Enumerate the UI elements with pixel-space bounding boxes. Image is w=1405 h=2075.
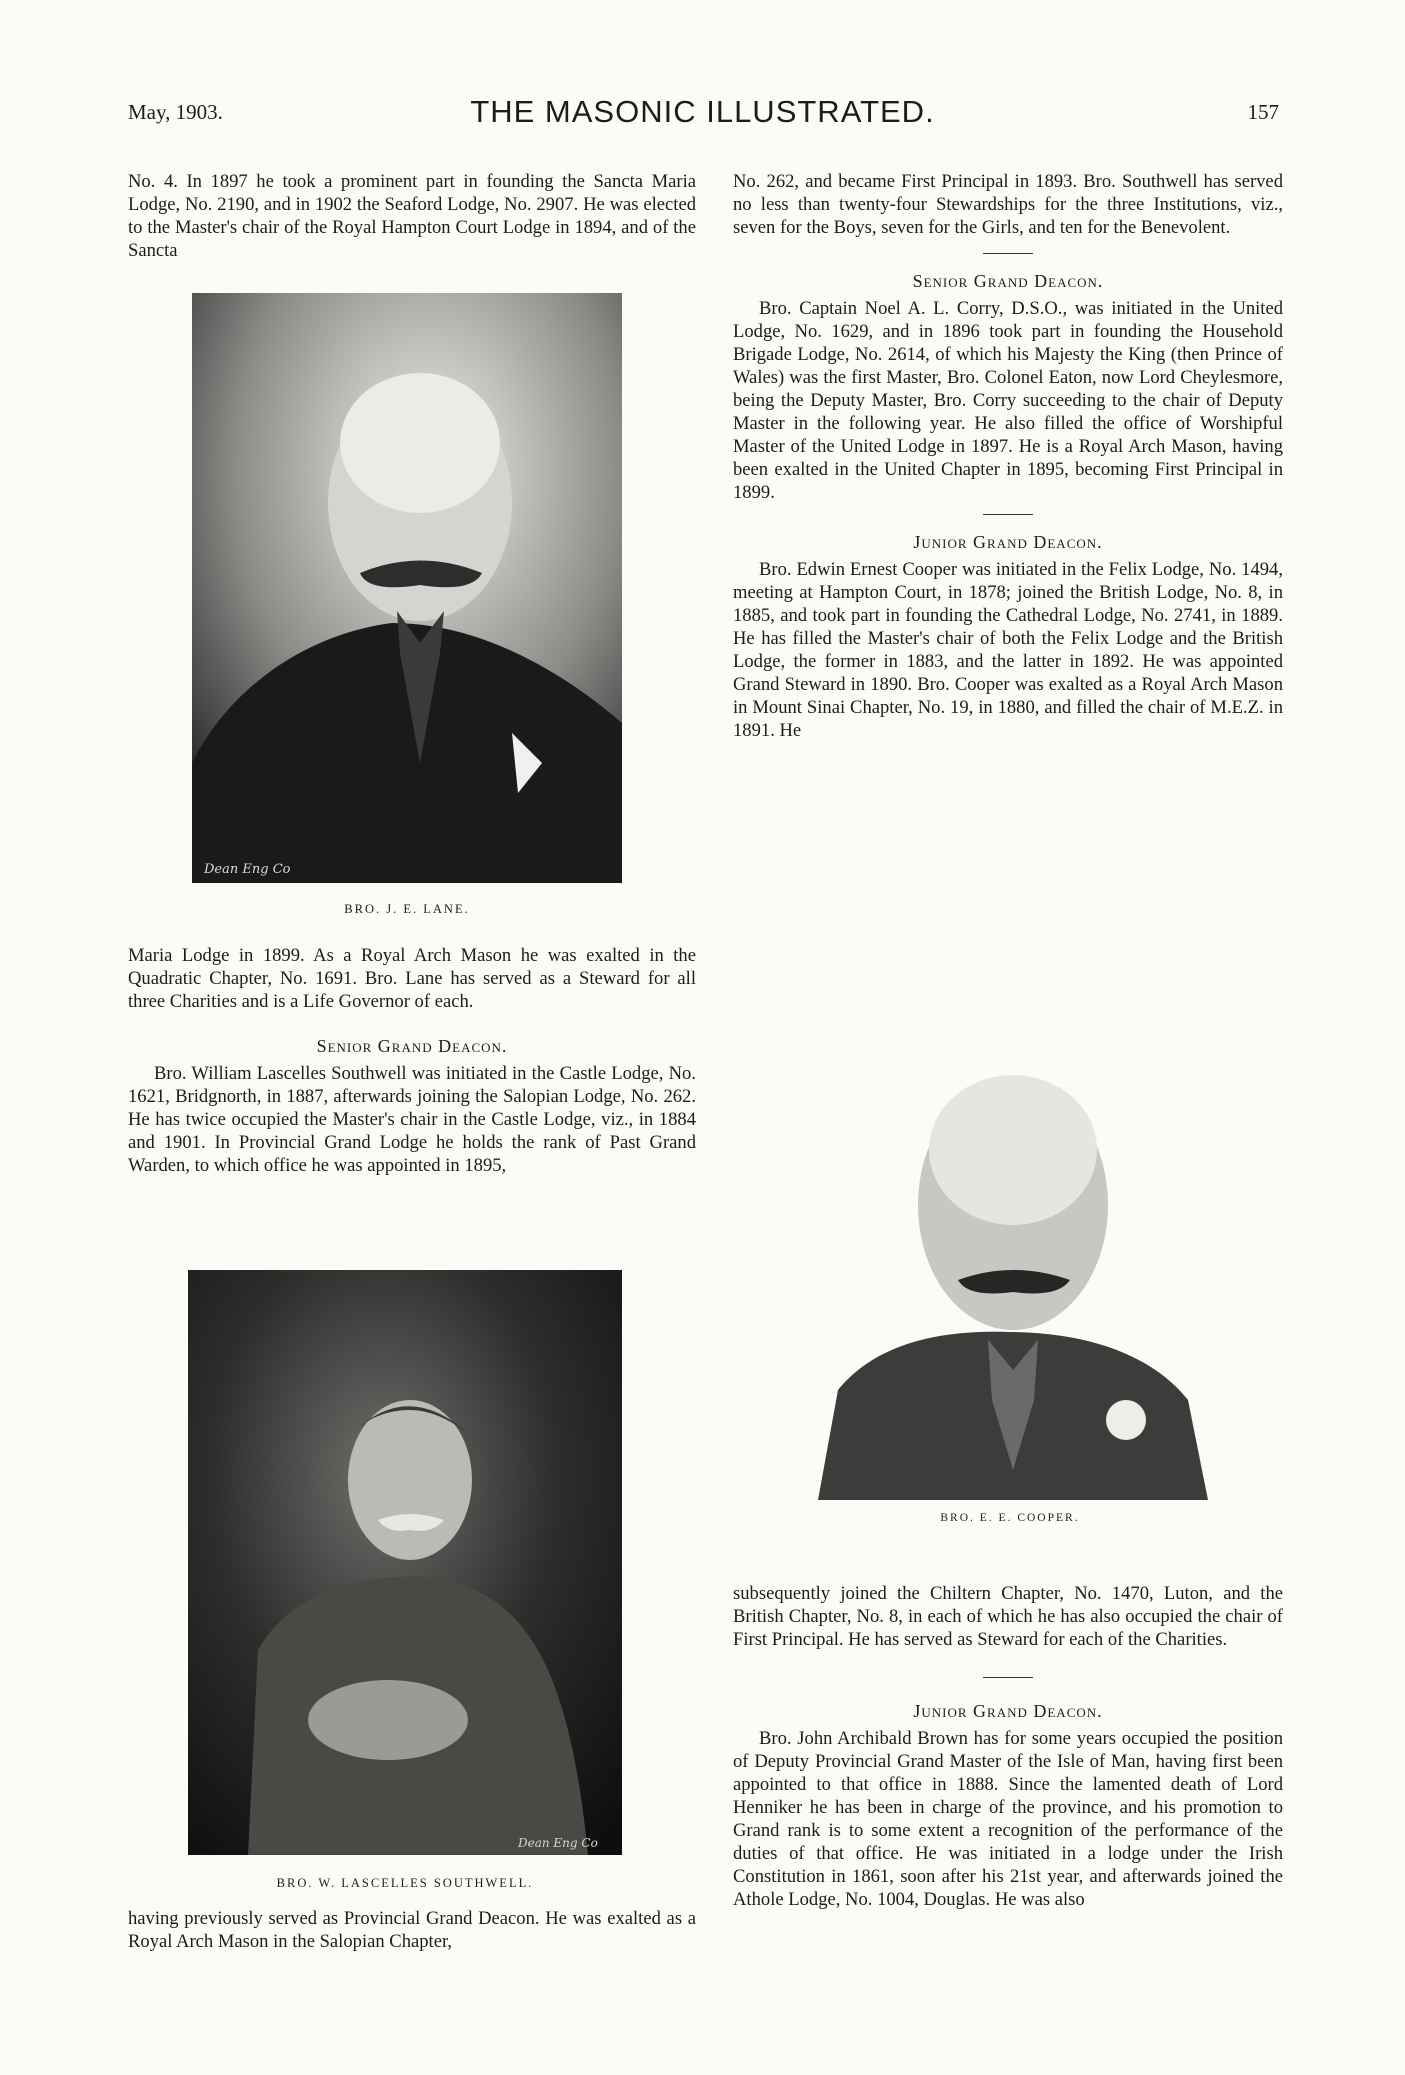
southwell-continuation: having previously served as Provincial Grand Deacon. He was exalted as a Royal Arch Mason in the Salopian Chapter, [128,1908,696,1952]
right-top-block [733,170,1283,742]
lane-continuation: Maria Lodge in 1899. As a Royal Arch Mason he was exalted in the Quadratic Chapter, No. 1691. Bro. Lane has served as a Steward for all three Charities and is a Life Governor of each. [128,945,696,1012]
left-middle-block [128,944,696,1177]
caption-cooper: BRO. E. E. COOPER. [940,1512,1080,1524]
heading-senior-grand-deacon-2: Senior Grand Deacon. [912,271,1104,291]
left-intro-paragraph: No. 4. In 1897 he took a prominent part in founding the Sancta Maria Lodge, No. 2190, and in 1902 the Seaford Lodge, No. 2907. He was elected to the Master's chair of the Royal Hampton Court Lodge in 1894, and of the Sancta [128,171,696,261]
portrait-cooper [808,1040,1212,1500]
left-bottom-block [128,1907,696,1953]
page-title: THE MASONIC ILLUSTRATED. [470,94,935,129]
engraver-mark: Dean Eng Co [204,862,291,877]
right-bottom-block [733,1582,1283,1911]
southwell-paragraph: Bro. William Lascelles Southwell was initiated in the Castle Lodge, No. 1621, Bridgnorth, in 1887, afterwards joining the Salopian Lodge, No. 262. He has twice occupied the Master's chair in the Castle Lodge, viz., in 1884 and 1901. In Provincial Grand Lodge he holds the rank of Past Grand Warden, to which office he was appointed in 1895, [128,1063,696,1176]
portrait-lane [192,293,622,883]
portrait-southwell [188,1270,622,1855]
cooper-paragraph: Bro. Edwin Ernest Cooper was initiated in the Felix Lodge, No. 1494, meeting at Hampton Court, in 1878; joined the British Lodge, No. 8, in 1885, and took part in founding the Cathedral Lodge, No. 2741, in 1889. He has filled the Master's chair of both the Felix Lodge and the British Lodge, the former in 1883, and the latter in 1892. He was appointed Grand Steward in 1890. Bro. Cooper was exalted as a Royal Arch Mason in Mount Sinai Chapter, No. 19, in 1880, and filled the chair of M.E.Z. in 1891. He [733,559,1283,741]
left-intro-block [128,170,696,262]
page-number: 157 [1247,100,1279,124]
caption-southwell: BRO. W. LASCELLES SOUTHWELL. [276,1876,534,1890]
caption-lane: BRO. J. E. LANE. [344,902,470,916]
header-date: May, 1903. [128,100,223,124]
corry-paragraph: Bro. Captain Noel A. L. Corry, D.S.O., was initiated in the United Lodge, No. 1629, and in 1896 took part in founding the Household Brigade Lodge, No. 2614, of which his Majesty the King (then Prince of Wales) was the first Master, Bro. Colonel Eaton, now Lord Cheylesmore, being the Deputy Master, Bro. Corry succeeding to the chair of Deputy Master in the following year. He also filled the office of Worshipful Master of the United Lodge in 1897. He is a Royal Arch Mason, having been exalted in the United Chapter in 1895, becoming First Principal in 1899. [733,298,1283,503]
brown-paragraph: Bro. John Archibald Brown has for some years occupied the position of Deputy Provincial Grand Master of the Isle of Man, having first been appointed to that office in 1888. Since the lamented death of Lord Henniker he has been in charge of the province, and his promotion to Grand rank is to some extent a recognition of the performance of the duties of that office. He was initiated in a lodge under the Irish Constitution in 1861, soon after his 21st year, and afterwards joined the Athole Lodge, No. 1004, Douglas. He was also [733,1728,1283,1910]
heading-junior-grand-deacon-1: Junior Grand Deacon. [913,532,1103,552]
right-intro-paragraph: No. 262, and became First Principal in 1893. Bro. Southwell has served no less than twenty-four Stewardships for the three Institutions, viz., seven for the Boys, seven for the Girls, and ten for the Benevolent. [733,171,1283,238]
heading-junior-grand-deacon-2: Junior Grand Deacon. [913,1701,1103,1721]
engraver-mark: Dean Eng Co [518,1836,598,1850]
cooper-continuation: subsequently joined the Chiltern Chapter, No. 1470, Luton, and the British Chapter, No. 8, in each of which he has also occupied the chair of First Principal. He has served as Steward for each of the Charities. [733,1583,1283,1650]
heading-senior-grand-deacon-1: Senior Grand Deacon. [316,1036,508,1056]
